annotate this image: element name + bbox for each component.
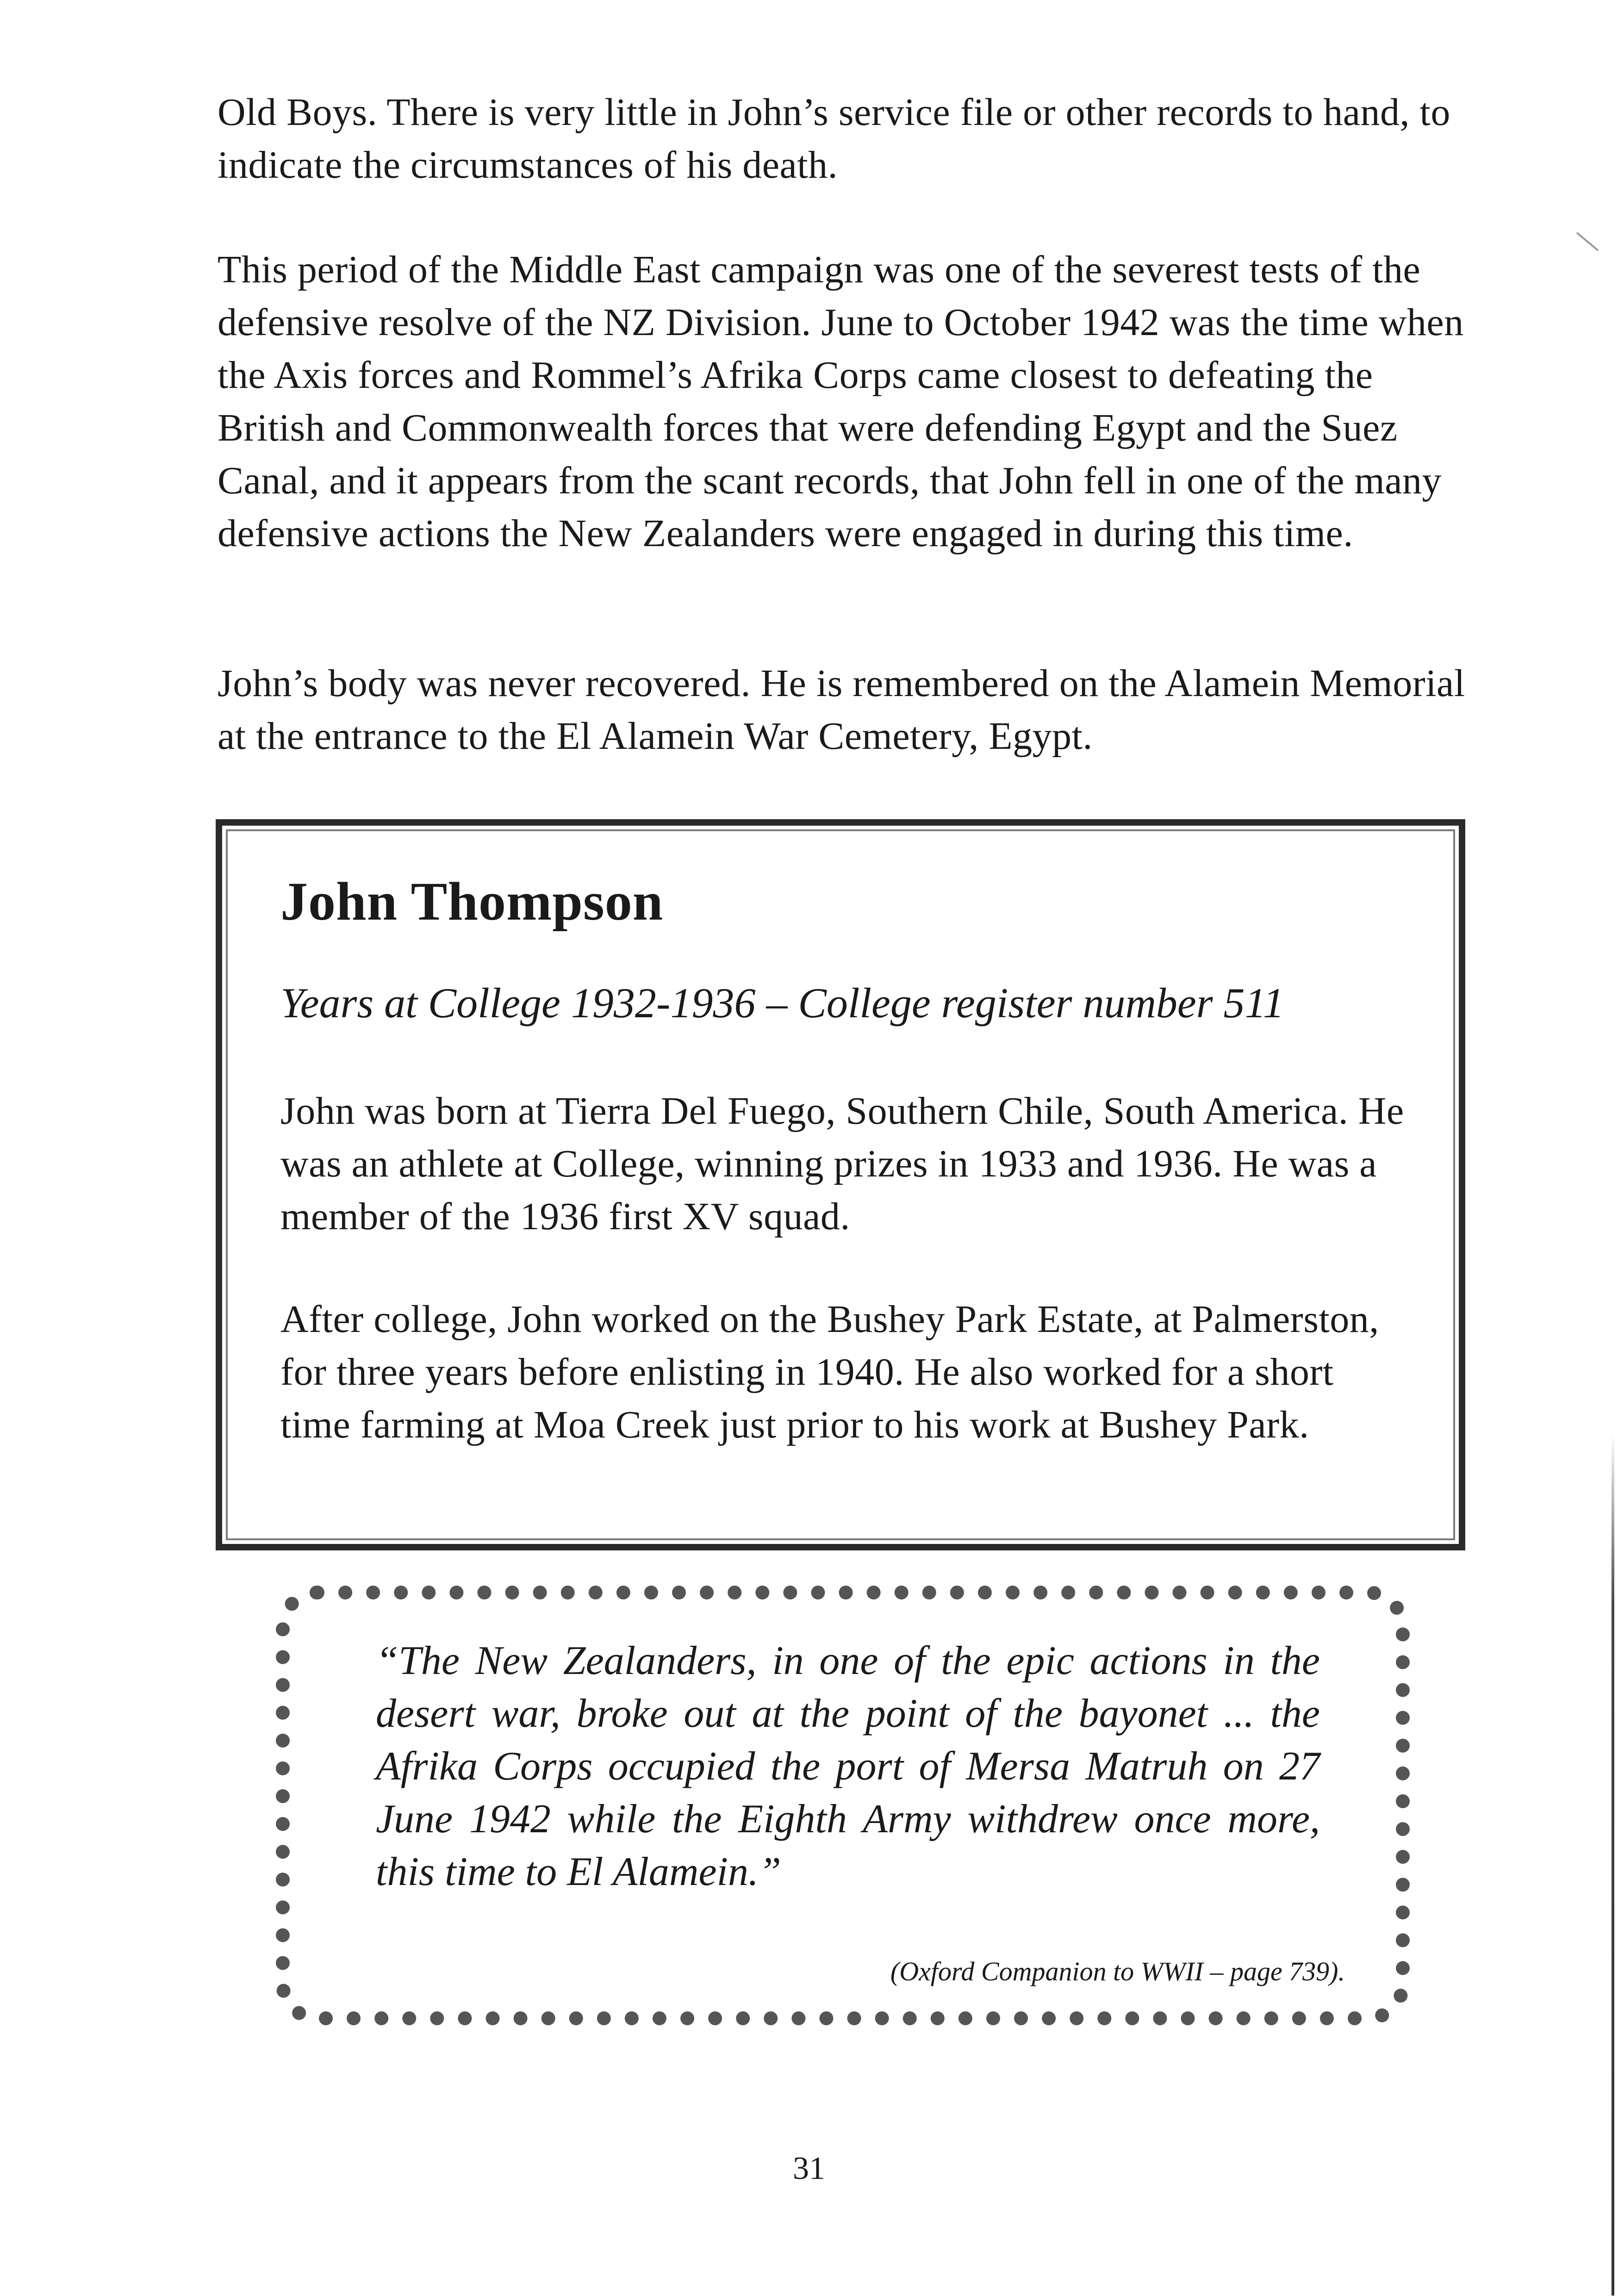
- body-paragraph-3: John’s body was never recovered. He is remembered on the Alamein Memorial at the entrance to the El Alamein War Cemetery, Egypt.: [218, 662, 1465, 758]
- scan-tick-mark: [1576, 232, 1599, 251]
- bio-name-heading: John Thompson: [280, 871, 664, 932]
- body-paragraph-1: Old Boys. There is very little in John’s service file or other records to hand, to indicate the circumstances of his death.: [218, 91, 1450, 187]
- quote-citation: (Oxford Companion to WWII – page 739).: [890, 1956, 1345, 1986]
- page-number: 31: [793, 2151, 825, 2186]
- bio-paragraph-2: After college, John worked on the Bushey Park Estate, at Palmerston, for three years before enlisting in 1940. He also worked for a short time farming at Moa Creek just prior to his work at Bushey Park.: [280, 1298, 1379, 1446]
- body-paragraph-2: This period of the Middle East campaign was one of the severest tests of the defensive resolve of the NZ Division. June to October 1942 was the time when the Axis forces and Rommel’s Afrika Corps came closest to defeating the British and Commonwealth forces that were defending Egypt and the Suez Canal, and it appears from the scant records, that John fell in one of the many defensive actions the New Zealanders were engaged in during this time.: [218, 248, 1464, 555]
- scan-edge-mark: [1612, 1435, 1614, 2296]
- bio-box: [216, 819, 1465, 1550]
- bio-paragraph-1: John was born at Tierra Del Fuego, Southern Chile, South America. He was an athlete at College, winning prizes in 1933 and 1936. He was a member of the 1936 first XV squad.: [280, 1089, 1404, 1238]
- quote-box: [276, 1586, 1410, 2025]
- bio-years-subtitle: Years at College 1932-1936 – College register number 511: [280, 979, 1284, 1027]
- quote-text: “The New Zealanders, in one of the epic actions in the desert war, broke out at the point of the bayonet ... the Afrika Corps occupied the port of Mersa Matruh on 27 June 1942 while the Eighth Army withdrew once more, this time to El Alamein.”: [376, 1638, 1320, 1894]
